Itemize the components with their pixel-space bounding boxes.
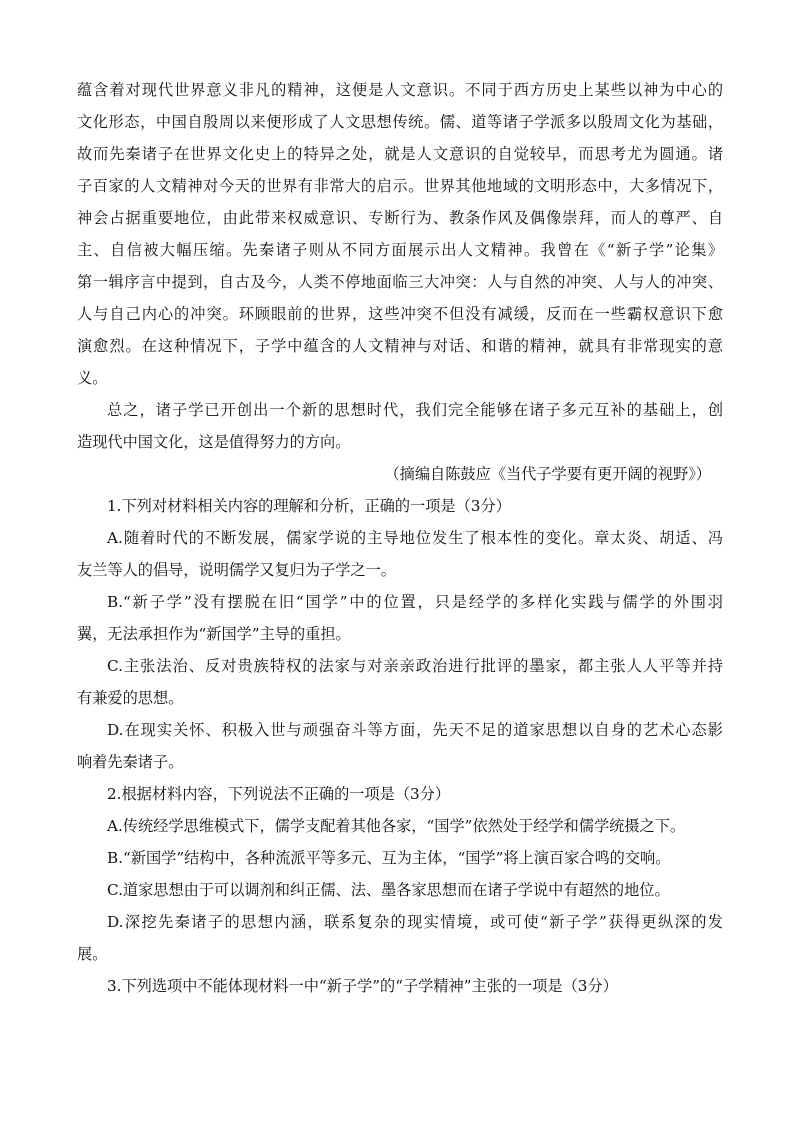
paragraph-line: 演愈烈。在这种情况下，子学中蕴含的人文精神与对话、和谐的精神，就具有非常现实的意	[77, 337, 723, 355]
question-3-stem: 3.下列选项中不能体现材料一中“新子学”的“子学精神”主张的一项是（3分）	[107, 977, 618, 995]
paragraph-line: 故而先秦诸子在世界文化史上的特异之处，就是人文意识的自觉较早，而思考尤为圆通。诸	[77, 145, 723, 163]
question-1-option-c-cont: 有兼爱的思想。	[77, 689, 184, 707]
question-1-option-b-cont: 翼，无法承担作为“新国学”主导的重担。	[77, 625, 351, 643]
question-2-option-d-cont: 展。	[77, 945, 108, 963]
paragraph-line: 子百家的人文精神对今天的世界有非常大的启示。世界其他地域的文明形态中，大多情况下，	[77, 177, 723, 195]
paragraph-line: 第一辑序言中提到，自古及今，人类不停地面临三大冲突：人与自然的冲突、人与人的冲突、	[77, 273, 723, 291]
source-citation: （摘编自陈鼓应《当代子学要有更开阔的视野》）	[384, 465, 711, 483]
paragraph-line: 造现代中国文化，这是值得努力的方向。	[77, 433, 351, 451]
paragraph-line: 神会占据重要地位，由此带来权威意识、专断行为、教条作风及偶像崇拜，而人的尊严、自	[77, 209, 723, 227]
question-1-option-d-cont: 响着先秦诸子。	[77, 753, 184, 771]
question-2-option-d: D.深挖先秦诸子的思想内涵，联系复杂的现实情境，或可使“新子学”获得更纵深的发	[107, 913, 723, 931]
question-2-option-c: C.道家思想由于可以调剂和纠正儒、法、墨各家思想而在诸子学说中有超然的地位。	[107, 881, 670, 899]
paragraph-line: 人与自己内心的冲突。环顾眼前的世界，这些冲突不但没有减缓，反而在一些霸权意识下愈	[77, 305, 723, 323]
question-1-stem: 1.下列对材料相关内容的理解和分析，正确的一项是（3分）	[107, 497, 511, 515]
paragraph-line: 总之，诸子学已开创出一个新的思想时代，我们完全能够在诸子多元互补的基础上，创	[107, 401, 723, 419]
question-1-option-c: C.主张法治、反对贵族特权的法家与对亲亲政治进行批评的墨家，都主张人人平等并持	[107, 657, 723, 675]
question-2-stem: 2.根据材料内容，下列说法不正确的一项是（3分）	[107, 785, 451, 803]
paragraph-line: 义。	[77, 369, 108, 387]
question-1-option-a-cont: 友兰等人的倡导，说明儒学又复归为子学之一。	[77, 561, 396, 579]
question-2-option-b: B.“新国学”结构中，各种流派平等多元、互为主体，“国学”将上演百家合鸣的交响。	[107, 849, 671, 867]
question-1-option-d: D.在现实关怀、积极入世与顽强奋斗等方面，先天不足的道家思想以自身的艺术心态影	[107, 721, 723, 739]
paragraph-line: 蕴含着对现代世界意义非凡的精神，这便是人文意识。不同于西方历史上某些以神为中心的	[77, 81, 723, 99]
question-1-option-b: B.“新子学”没有摆脱在旧“国学”中的位置，只是经学的多样化实践与儒学的外围羽	[107, 593, 723, 611]
paragraph-line: 文化形态，中国自殷周以来便形成了人文思想传统。儒、道等诸子学派多以殷周文化为基础，	[77, 113, 723, 131]
question-1-option-a: A.随着时代的不断发展，儒家学说的主导地位发生了根本性的变化。章太炎、胡适、冯	[107, 529, 723, 547]
question-2-option-a: A.传统经学思维模式下，儒学支配着其他各家，“国学”依然处于经学和儒学统摄之下。	[107, 817, 686, 835]
paragraph-line: 主、自信被大幅压缩。先秦诸子则从不同方面展示出人文精神。我曾在《“新子学”论集》	[77, 241, 723, 259]
